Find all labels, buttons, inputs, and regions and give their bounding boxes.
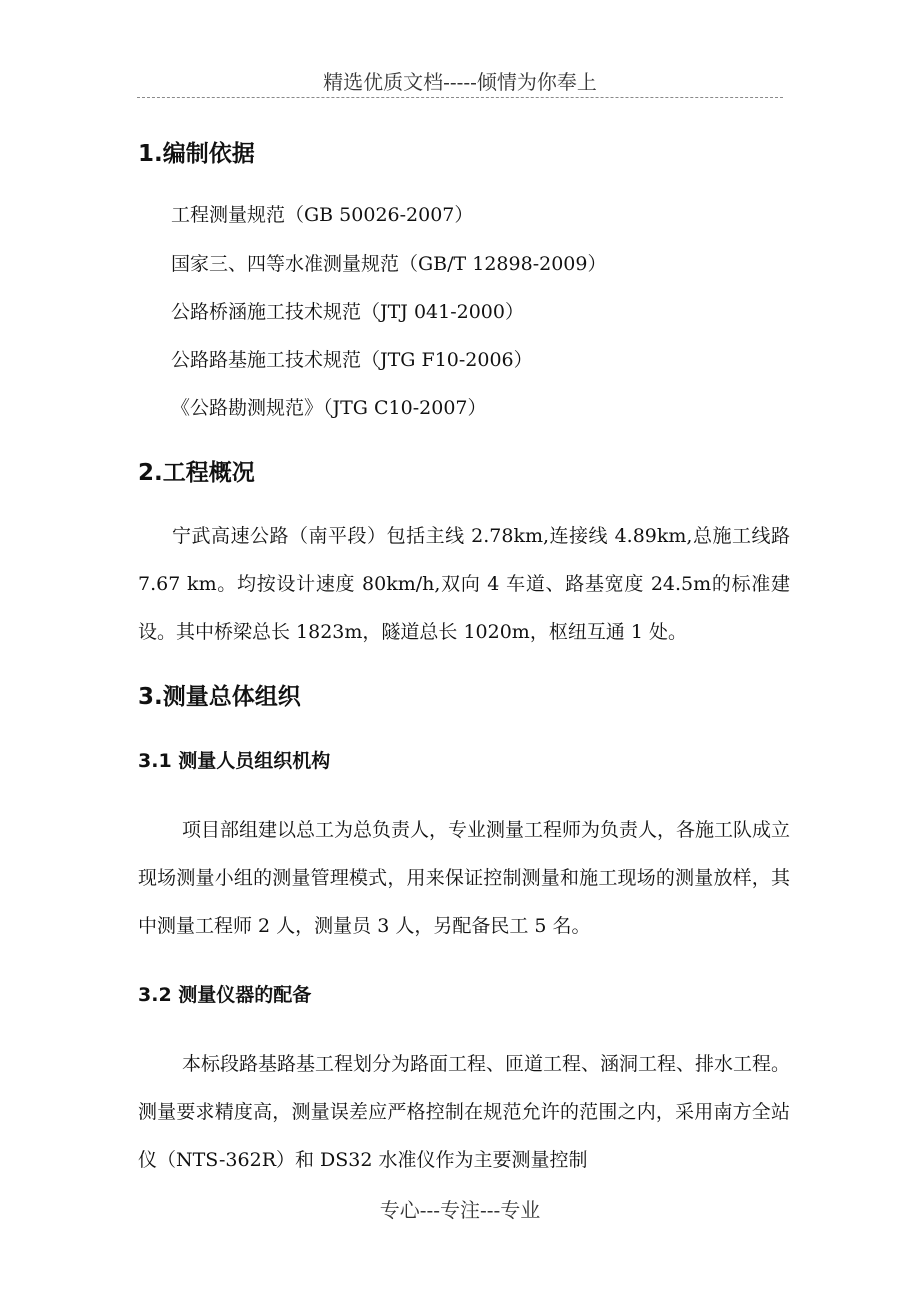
page-header: 精选优质文档-----倾情为你奉上 (323, 70, 597, 94)
instruments-paragraph: 本标段路基路基工程划分为路面工程、匝道工程、涵洞工程、排水工程。测量要求精度高，测量误差应严格控制在规范允许的范围之内，采用南方全站仪（NTS-362R）和 DS32 水准仪作为主要测量控制 (138, 1053, 791, 1171)
page-footer: 专心---专注---专业 (379, 1198, 541, 1222)
personnel-paragraph: 项目部组建以总工为总负责人，专业测量工程师为负责人，各施工队成立现场测量小组的测量管理模式，用来保证控制测量和施工现场的测量放样，其中测量工程师 2 人，测量员 3 人，另配备民工 5 名。 (138, 819, 791, 937)
reference-item: 工程测量规范（GB 50026-2007） (171, 204, 474, 226)
section-1-title: 1.编制依据 (138, 141, 255, 167)
reference-item: 《公路勘测规范》（JTG C10-2007） (171, 397, 487, 419)
subsection-3-2-title: 3.2 测量仪器的配备 (138, 984, 312, 1006)
reference-item: 国家三、四等水准测量规范（GB/T 12898-2009） (171, 253, 607, 275)
section-2-title: 2.工程概况 (138, 460, 255, 486)
header-divider (137, 97, 783, 98)
section-3-title: 3.测量总体组织 (138, 684, 301, 710)
subsection-3-1-title: 3.1 测量人员组织机构 (138, 750, 331, 772)
reference-item: 公路路基施工技术规范（JTG F10-2006） (171, 349, 533, 371)
project-overview-paragraph: 宁武高速公路（南平段）包括主线 2.78km,连接线 4.89km,总施工线路 7.67 km。均按设计速度 80km/h,双向 4 车道、路基宽度 24.5m的标准建设。其中桥梁总长 1823m，隧道总长 1020m，枢纽互通 1 处。 (138, 525, 790, 643)
reference-item: 公路桥涵施工技术规范（JTJ 041-2000） (171, 301, 524, 323)
